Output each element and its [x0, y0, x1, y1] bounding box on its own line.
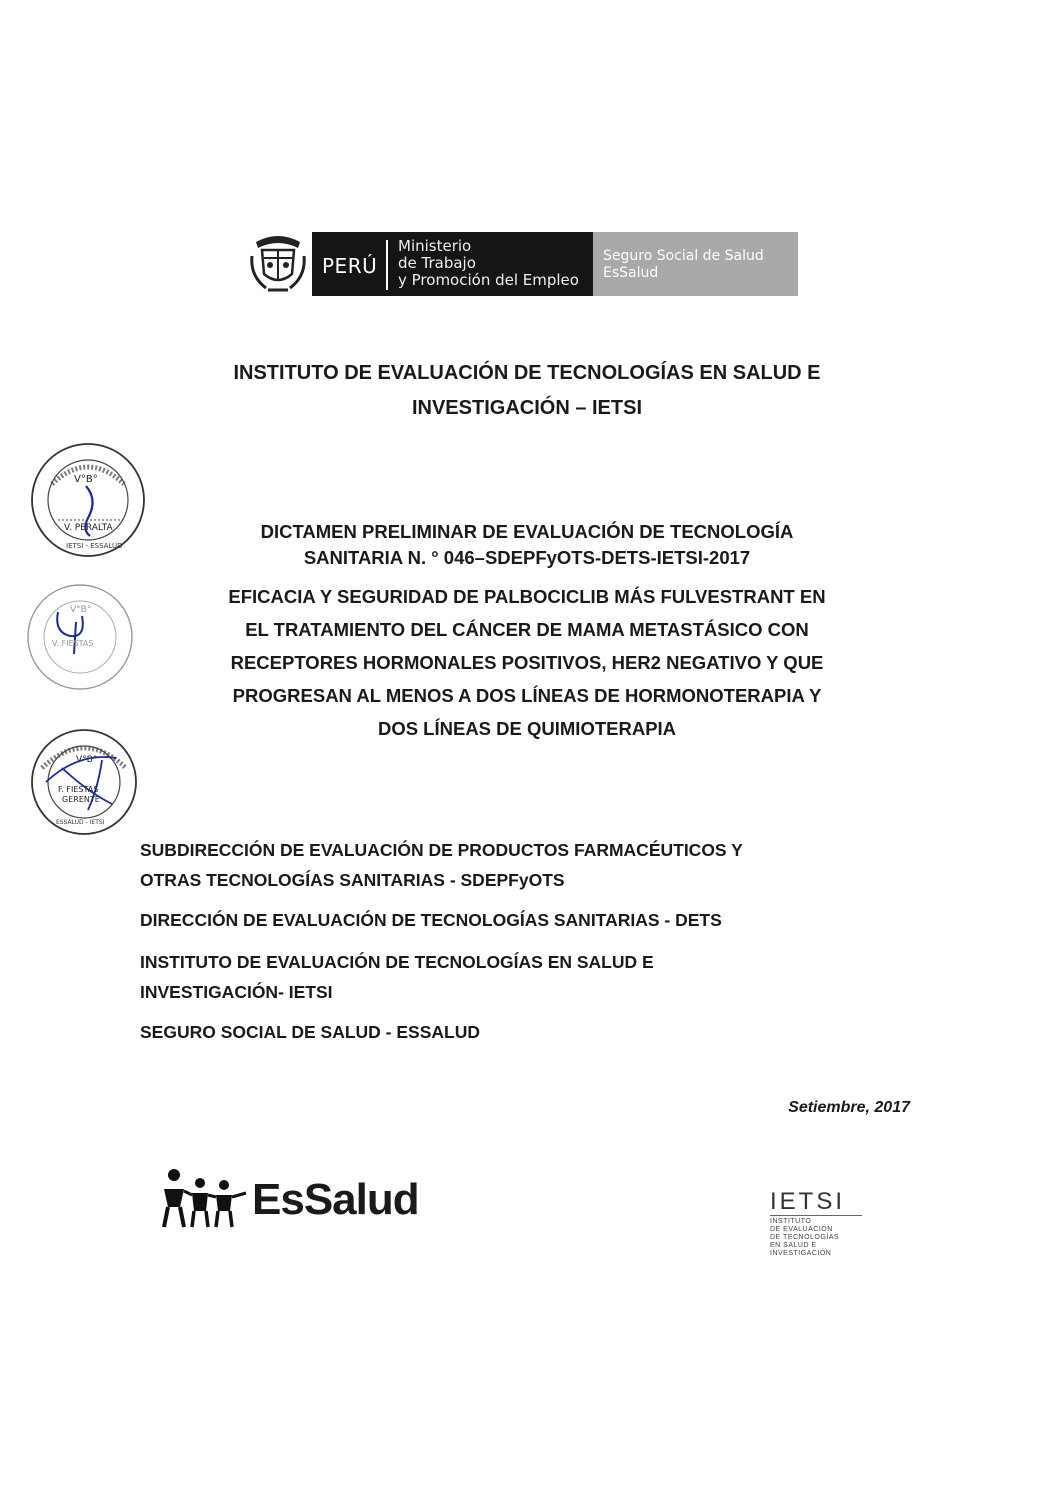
- title-line: INVESTIGACIÓN – IETSI: [411, 397, 643, 419]
- agency-line: EsSalud: [603, 265, 659, 281]
- ministry-line: de Trabajo: [398, 254, 476, 272]
- department-line: DIRECCIÓN DE EVALUACIÓN DE TECNOLOGÍAS SANITARIAS - DETS: [140, 910, 722, 930]
- subject-line: RECEPTORES HORMONALES POSITIVOS, HER2 NEGATIVO Y QUE: [230, 652, 824, 673]
- department-dets: [140, 905, 920, 935]
- ietsi-subtitle-line: DE EVALUACIÓN: [770, 1226, 833, 1233]
- family-icon: [160, 1167, 250, 1229]
- stamp-org: IETSI - ESSALUD: [66, 542, 123, 550]
- ministry-line: Ministerio: [398, 237, 472, 255]
- department-essalud: [140, 1017, 920, 1047]
- subject-line: EFICACIA Y SEGURIDAD DE PALBOCICLIB MÁS FULVESTRANT EN: [228, 586, 826, 607]
- essalud-logo: [160, 1165, 440, 1235]
- stamp-org: ESSALUD - IETSI: [56, 819, 105, 826]
- header-banner: [248, 228, 798, 298]
- subject-line: DOS LÍNEAS DE QUIMIOTERAPIA: [377, 718, 677, 739]
- ministry-label: [398, 238, 579, 289]
- title-line: INSTITUTO DE EVALUACIÓN DE TECNOLOGÍAS EN SALUD E: [233, 362, 821, 384]
- banner-divider: [386, 240, 388, 290]
- approval-stamp-peralta: [28, 440, 148, 560]
- agency-line: Seguro Social de Salud: [603, 248, 764, 264]
- agency-block: [593, 232, 798, 296]
- stamp-name: F. FIESTAS: [58, 785, 99, 794]
- subject-line: PROGRESAN AL MENOS A DOS LÍNEAS DE HORMONOTERAPIA Y: [232, 685, 822, 706]
- ietsi-subtitle-line: INSTITUTO: [770, 1218, 812, 1225]
- ministry-line: y Promoción del Empleo: [398, 271, 579, 289]
- dictamen-title-line: SANITARIA N. ° 046–SDEPFyOTS-DETS-IETSI-2017: [303, 547, 751, 568]
- stamp-role: GERENTE: [62, 795, 100, 804]
- subject-line: EL TRATAMIENTO DEL CÁNCER DE MAMA METASTÁSICO CON: [245, 619, 809, 640]
- stamp-vb: V°B°: [76, 755, 98, 765]
- essalud-wordmark: EsSalud: [252, 1175, 419, 1224]
- department-line: INVESTIGACIÓN- IETSI: [140, 982, 333, 1002]
- department-ietsi: [140, 947, 920, 1007]
- approval-stamp-gerente: [28, 728, 140, 836]
- ietsi-logo: [770, 1190, 880, 1270]
- dictamen-subject: [150, 580, 904, 745]
- ietsi-subtitle-line: INVESTIGACIÓN: [770, 1250, 832, 1257]
- stamp-vb: V°B°: [74, 474, 98, 485]
- dictamen-title: [155, 519, 899, 571]
- stamp-vb: V°B°: [70, 605, 92, 615]
- approval-stamp-fiestas-faded: [20, 582, 140, 692]
- agency-label: [603, 248, 764, 282]
- ietsi-subtitle: [770, 1218, 880, 1258]
- dictamen-title-line: DICTAMEN PRELIMINAR DE EVALUACIÓN DE TECNOLOGÍA: [260, 521, 794, 542]
- department-line: SUBDIRECCIÓN DE EVALUACIÓN DE PRODUCTOS FARMACÉUTICOS Y: [140, 840, 743, 860]
- stamp-name: V. FIESTAS: [52, 639, 94, 648]
- ietsi-wordmark: IETSI: [770, 1188, 846, 1215]
- department-line: INSTITUTO DE EVALUACIÓN DE TECNOLOGÍAS EN SALUD E: [140, 952, 654, 972]
- department-line: OTRAS TECNOLOGÍAS SANITARIAS - SDEPFyOTS: [140, 870, 565, 890]
- institute-title: [120, 356, 934, 426]
- department-line: SEGURO SOCIAL DE SALUD - ESSALUD: [140, 1022, 480, 1042]
- ietsi-subtitle-line: EN SALUD E: [770, 1242, 817, 1249]
- stamp-name: V. PERALTA: [64, 523, 113, 533]
- peru-ministry-block: [312, 232, 635, 296]
- document-date: Setiembre, 2017: [788, 1099, 910, 1116]
- country-label: PERÚ: [322, 254, 378, 278]
- department-sdepfyots: [140, 835, 920, 895]
- ietsi-subtitle-line: DE TECNOLOGÍAS: [770, 1234, 840, 1241]
- ietsi-underline: [770, 1215, 862, 1216]
- peru-coat-of-arms-icon: [248, 232, 308, 294]
